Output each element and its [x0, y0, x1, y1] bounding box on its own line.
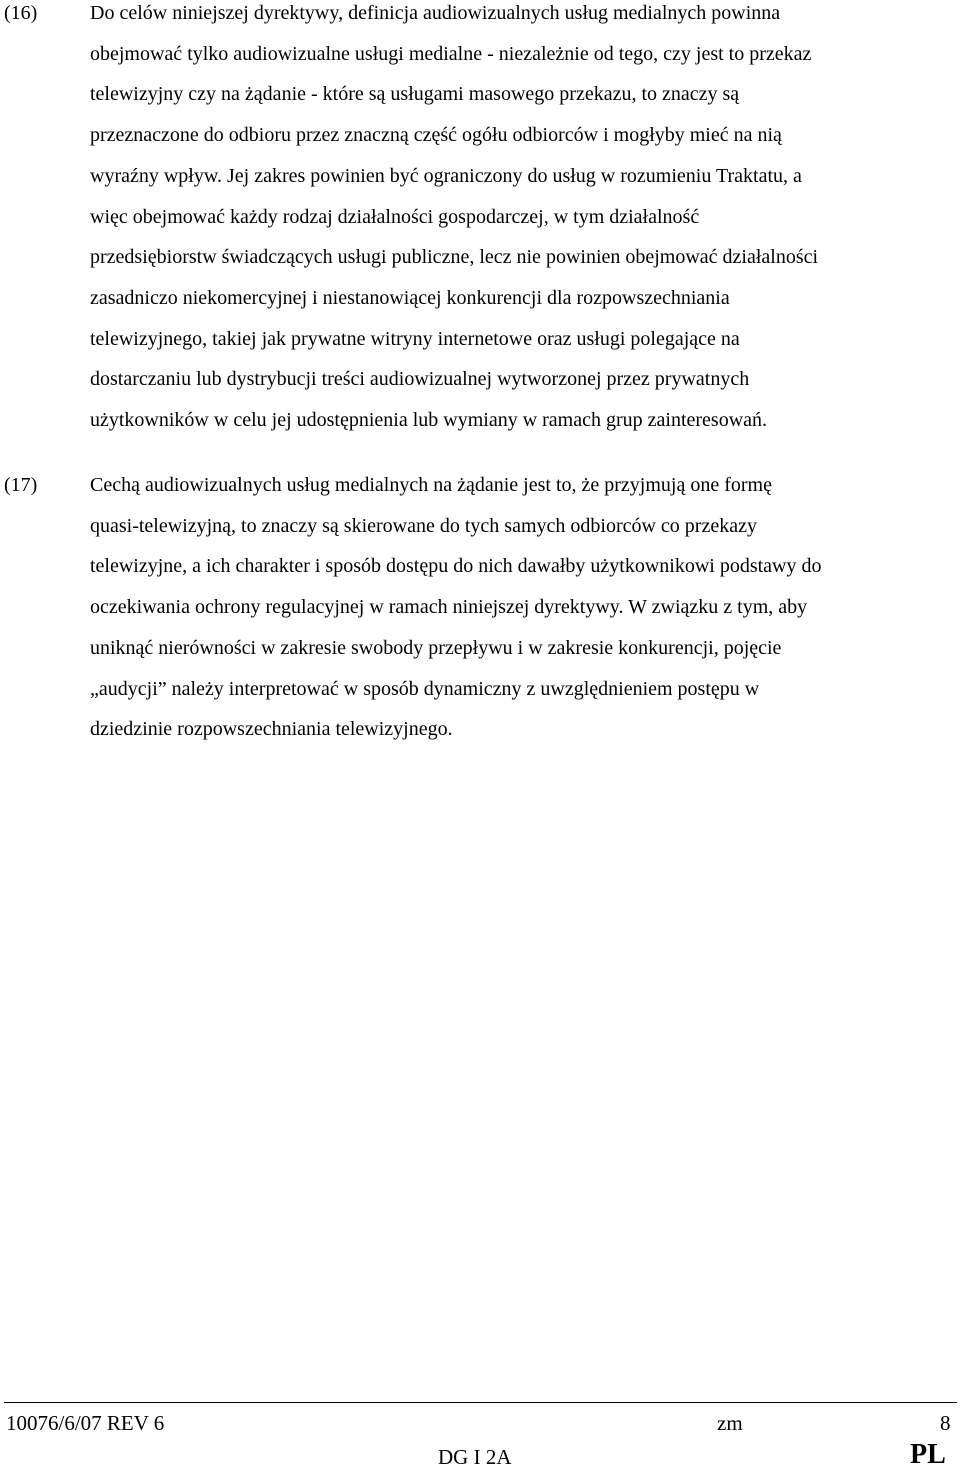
text-line: telewizyjnego, takiej jak prywatne witryny internetowe oraz usługi polegające na	[90, 327, 740, 350]
text-line: „audycji” należy interpretować w sposób dynamiczny z uwzględnieniem postępu w	[90, 677, 760, 700]
recital-text	[90, 465, 958, 750]
text-line: telewizyjne, a ich charakter i sposób dostępu do nich dawałby użytkownikowi podstawy do	[90, 555, 822, 578]
text-line: przedsiębiorstw świadczących usługi publiczne, lecz nie powinien obejmować działalności	[90, 246, 819, 269]
language-code: PL	[910, 1439, 946, 1470]
text-line: zasadniczo niekomercyjnej i niestanowiącej konkurencji dla rozpowszechniania	[90, 286, 730, 309]
text-line: quasi-telewizyjną, to znaczy są skierowane do tych samych odbiorców co przekazy	[90, 514, 757, 537]
text-line: wyraźny wpływ. Jej zakres powinien być ograniczony do usług w rozumieniu Traktatu, a	[90, 164, 802, 187]
recital-number: (17)	[4, 474, 38, 496]
author-initials: zm	[717, 1411, 743, 1435]
text-line: oczekiwania ochrony regulacyjnej w ramach niniejszej dyrektywy. W związku z tym, aby	[90, 596, 808, 619]
text-line: dziedzinie rozpowszechniania telewizyjnego.	[90, 718, 453, 741]
page-number: 8	[940, 1411, 951, 1435]
text-line: uniknąć nierówności w zakresie swobody przepływu i w zakresie konkurencji, pojęcie	[90, 636, 782, 659]
footer-divider	[4, 1402, 957, 1403]
department-code: DG I 2A	[438, 1445, 512, 1469]
text-line: obejmować tylko audiowizualne usługi medialne - niezależnie od tego, czy jest to przekaz	[90, 42, 812, 65]
text-line: użytkowników w celu jej udostępnienia lub wymiany w ramach grup zainteresowań.	[90, 409, 768, 432]
text-line: przeznaczone do odbioru przez znaczną część ogółu odbiorców i mogłyby mieć na nią	[90, 124, 782, 147]
text-line: Cechą audiowizualnych usług medialnych na żądanie jest to, że przyjmują one formę	[90, 474, 772, 496]
text-line: dostarczaniu lub dystrybucji treści audiowizualnej wytworzonej przez prywatnych	[90, 368, 750, 391]
recital-number: (16)	[4, 2, 38, 24]
text-line: więc obejmować każdy rodzaj działalności gospodarczej, w tym działalność	[90, 205, 700, 228]
document-reference: 10076/6/07 REV 6	[6, 1411, 165, 1435]
text-line: Do celów niniejszej dyrektywy, definicja audiowizualnych usług medialnych powinna	[90, 2, 781, 24]
recital-text	[90, 0, 958, 441]
text-line: telewizyjny czy na żądanie - które są usługami masowego przekazu, to znaczy są	[90, 83, 740, 106]
